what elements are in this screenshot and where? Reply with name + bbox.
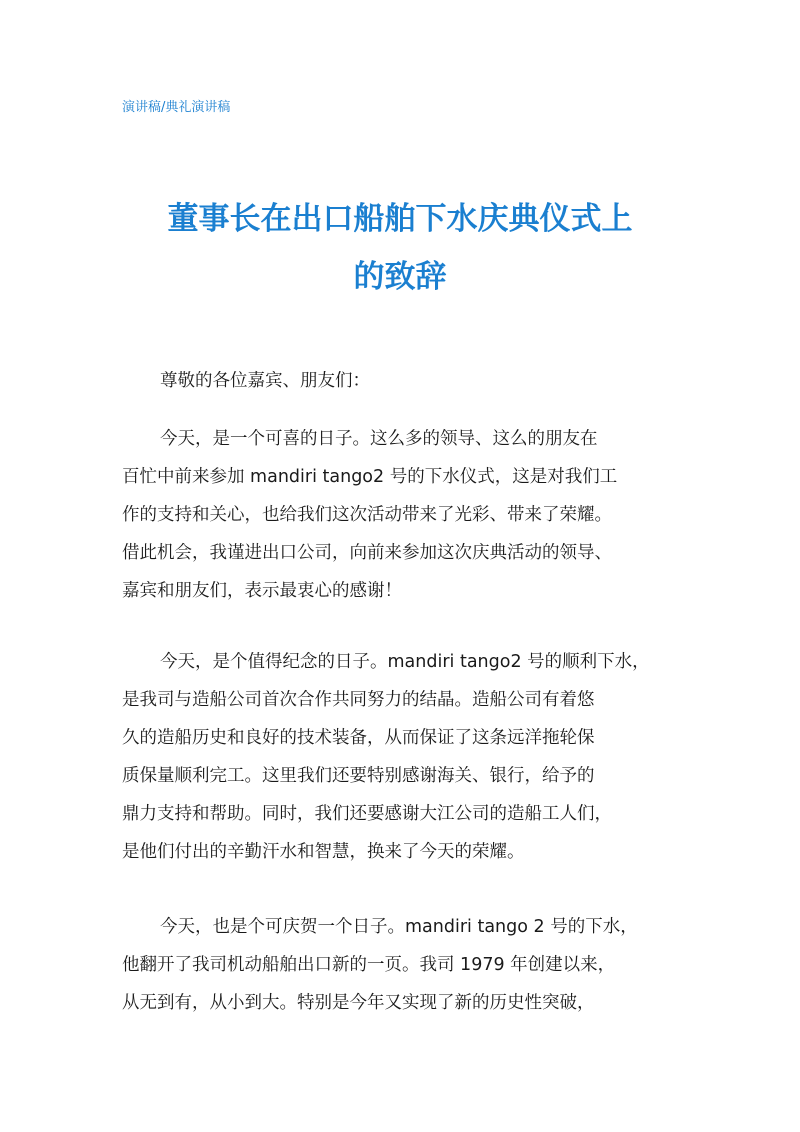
paragraph-line: 今天，也是个可庆贺一个日子。mandiri tango 2 号的下水， [160, 917, 638, 937]
paragraph-line: 从无到有，从小到大。特别是今年又实现了新的历史性突破， [122, 993, 595, 1013]
paragraph-line: 今天，是一个可喜的日子。这么多的领导、这么的朋友在 [160, 429, 598, 449]
paragraph-line: 嘉宾和朋友们，表示最衷心的感谢！ [122, 581, 402, 601]
page-title [100, 190, 700, 306]
paragraph-line: 是我司与造船公司首次合作共同努力的结晶。造船公司有着悠 [122, 690, 595, 710]
paragraph-line: 今天，是个值得纪念的日子。mandiri tango2 号的顺利下水， [160, 652, 650, 672]
paragraph-1 [122, 420, 692, 610]
salutation [122, 362, 692, 400]
paragraph-line: 百忙中前来参加 mandiri tango2 号的下水仪式，这是对我们工 [122, 467, 618, 487]
paragraph-3 [122, 908, 692, 1022]
paragraph-line: 是他们付出的辛勤汗水和智慧，换来了今天的荣耀。 [122, 842, 525, 862]
paragraph-2 [122, 643, 692, 871]
paragraph-line: 他翻开了我司机动船舶出口新的一页。我司 1979 年创建以来， [122, 955, 616, 975]
paragraph-line: 久的造船历史和良好的技术装备，从而保证了这条远洋拖轮保 [122, 728, 595, 748]
paragraph-line: 借此机会，我谨进出口公司，向前来参加这次庆典活动的领导、 [122, 543, 612, 563]
title-line-1: 董事长在出口船舶下水庆典仪式上 [167, 201, 633, 237]
title-line-2: 的致辞 [353, 259, 447, 295]
paragraph-line: 质保量顺利完工。这里我们还要特别感谢海关、银行，给予的 [122, 766, 595, 786]
breadcrumb[interactable]: 演讲稿/典礼演讲稿 [122, 100, 231, 115]
paragraph-line: 作的支持和关心，也给我们这次活动带来了光彩、带来了荣耀。 [122, 505, 612, 525]
paragraph-line: 鼎力支持和帮助。同时，我们还要感谢大江公司的造船工人们， [122, 804, 612, 824]
salutation-text: 尊敬的各位嘉宾、朋友们： [160, 371, 370, 391]
